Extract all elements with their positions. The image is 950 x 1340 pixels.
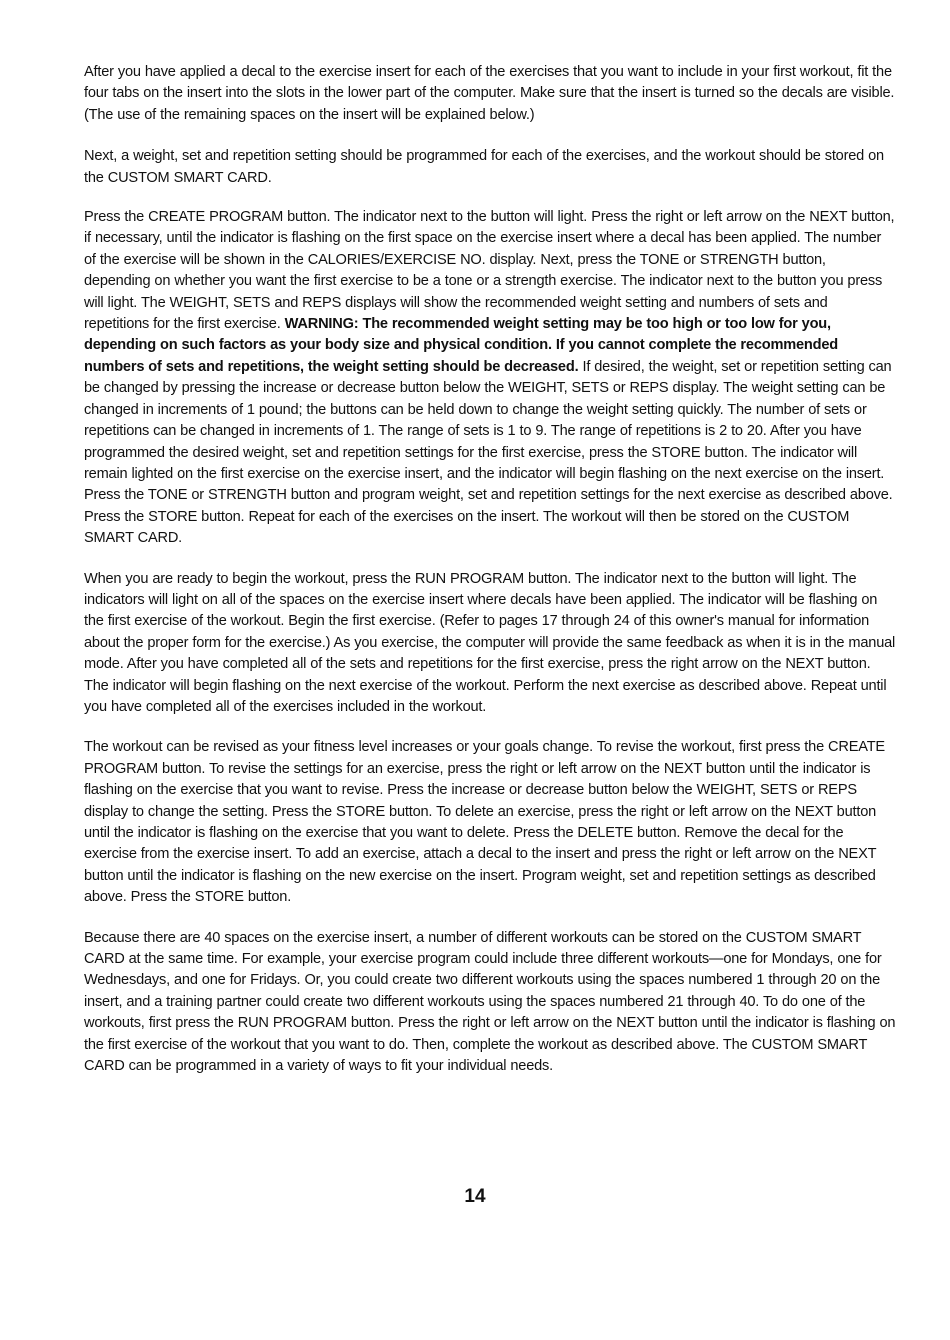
page-number: 14 [464, 1186, 486, 1207]
paragraph-run-program: When you are ready to begin the workout, press the RUN PROGRAM button. The indicator next to the button will light. The indicators will light on all of the spaces on the exercise insert where decals have been applied. The indicator will be flashing on the first exercise of the workout. Begin the first exercise. (Refer to pages 17 through 24 of this owner's manual for information about the proper form for the exercise.) As you exercise, the computer will provide the same feedback as when it is in the manual mode. After you have completed all of the sets and repetitions for the first exercise, press the right arrow on the NEXT button. The indicator will begin flashing on the next exercise of the workout. Perform the next exercise as described above. Repeat until you have completed all of the exercises included in the workout. [84, 570, 896, 715]
create-program-instructions: Press the CREATE PROGRAM button. The indicator next to the button will light. Press the right or left arrow on the NEXT button, if necessary, until the indicator is flashing on the first space on the exercise insert where a decal has been applied. The number of the exercise will be shown in the CALORIES/EXERCISE NO. display. Next, press the TONE or STRENGTH button, depending on whether you want the first exercise to be a tone or a strength exercise. The indicator next to the button you press will light. The WEIGHT, SETS and REPS displays will show the recommended weight setting and numbers of sets and repetitions for the first exercise. [84, 209, 895, 333]
paragraph-multiple-workouts: Because there are 40 spaces on the exercise insert, a number of different workouts can be stored on the CUSTOM SMART CARD at the same time. For example, your exercise program could include three different workouts—one for Mondays, one for Wednesdays, and one for Fridays. Or, you could create two different workouts using the spaces numbered 1 through 20 on the insert, and a training partner could create two different workouts using the spaces numbered 21 through 40. To do one of the workouts, first press the RUN PROGRAM button. Press the right or left arrow on the NEXT button until the indicator is flashing on the first exercise of the workout that you want to do. Then, complete the workout as described above. The CUSTOM SMART CARD can be programmed in a variety of ways to fit your individual needs. [84, 929, 896, 1075]
create-program-instructions-continued: If desired, the weight, set or repetition setting can be changed by pressing the increase or decrease button below the WEIGHT, SETS or REPS display. The weight setting can be changed in increments of 1 pound; the buttons can be held down to change the weight setting quickly. The number of sets or repetitions can be changed in increments of 1. The range of sets is 1 to 9. The range of repetitions is 2 to 20. After you have programmed the desired weight, set and repetition settings for the first exercise, press the STORE button. The indicator will remain lighted on the first exercise on the exercise insert, and the indicator will begin flashing on the next exercise on the insert. Press the TONE or STRENGTH button and program weight, set and repetition settings for the next exercise as described above. Press the STORE button. Repeat for each of the exercises on the insert. The workout will then be stored on the CUSTOM SMART CARD. [84, 358, 893, 547]
paragraph-applying-decals: After you have applied a decal to the exercise insert for each of the exercises that you want to include in your first workout, fit the four tabs on the insert into the slots in the lower part of the computer. Make sure that the insert is turned so the decals are visible. (The use of the remaining spaces on the insert will be explained below.) [84, 64, 895, 123]
document-body [84, 62, 896, 1096]
paragraph-programming-settings: Next, a weight, set and repetition setting should be programmed for each of the exercises, and the workout should be stored on the CUSTOM SMART CARD. [84, 148, 884, 186]
paragraph-create-program [84, 207, 896, 550]
warning-text: WARNING: The recommended weight setting may be too high or too low for you, depending on such factors as your body size and physical condition. If you cannot complete the recommended numbers of sets and repetitions, the weight setting should be decreased. [84, 316, 838, 375]
paragraph-revise-workout: The workout can be revised as your fitness level increases or your goals change. To revise the workout, first press the CREATE PROGRAM button. To revise the settings for an exercise, press the right or left arrow on the NEXT button until the indicator is flashing on the exercise that you want to revise. Press the increase or decrease button below the WEIGHT, SETS or REPS display to change the setting. Press the STORE button. To delete an exercise, press the right or left arrow on the NEXT button until the indicator is flashing on the exercise that you want to delete. Press the DELETE button. Remove the decal for the exercise from the exercise insert. To add an exercise, attach a decal to the insert and press the right or left arrow on the NEXT button until the indicator is flashing on the new exercise on the insert. Program weight, set and repetition settings as described above. Press the STORE button. [84, 739, 885, 906]
